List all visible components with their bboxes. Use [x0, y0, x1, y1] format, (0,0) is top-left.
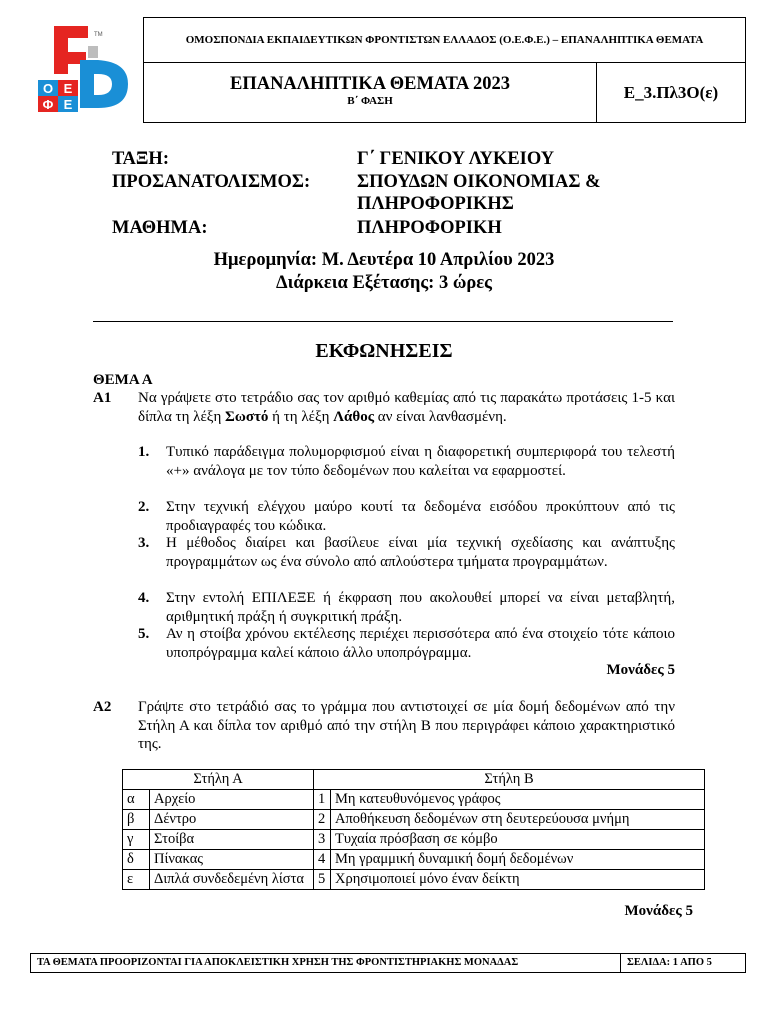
statement-text: Στην εντολή ΕΠΙΛΕΞΕ ή έκφραση που ακολουθεί μπορεί να είναι μεταβλητή, αριθμητική πράξη ή συγκριτική πράξη. [166, 590, 675, 625]
statement-item [138, 443, 675, 480]
info-label: ΠΡΟΣΑΝΑΤΟΛΙΣΜΟΣ: [112, 172, 311, 192]
footer-page-box [620, 953, 746, 973]
info-label: ΜΑΘΗΜΑ: [112, 218, 208, 238]
page-number: ΣΕΛΙΔΑ: 1 ΑΠΟ 5 [627, 957, 712, 968]
column-a-header: Στήλη Α [123, 770, 314, 790]
statement-item [138, 589, 675, 626]
footer-notice-box [30, 953, 621, 973]
federation-text: ΟΜΟΣΠΟΝΔΙΑ ΕΚΠΑΙΔΕΥΤΙΚΩΝ ΦΡΟΝΤΙΣΤΩΝ ΕΛΛΑΔΟΣ (Ο.Ε.Φ.Ε.) – ΕΠΑΝΑΛΗΠΤΙΚΑ ΘΕΜΑΤΑ [185, 34, 704, 46]
statement-number: 1. [138, 444, 150, 460]
theme-a-heading: ΘΕΜΑ Α [93, 372, 153, 388]
info-value: ΠΛΗΡΟΦΟΡΙΚΗ [357, 218, 502, 238]
statement-number: 4. [138, 590, 150, 606]
federation-box [143, 17, 746, 63]
row-letter: β [123, 810, 150, 830]
row-structure: Δέντρο [150, 810, 314, 830]
info-value: ΣΠΟΥΔΩΝ ΟΙΚΟΝΟΜΙΑΣ & ΠΛΗΡΟΦΟΡΙΚΗΣ [357, 172, 601, 214]
row-description: Τυχαία πρόσβαση σε κόμβο [331, 830, 705, 850]
row-number: 3 [314, 830, 331, 850]
row-structure: Πίνακας [150, 850, 314, 870]
table-row [123, 870, 705, 890]
table-row [123, 810, 705, 830]
info-value: Γ΄ ΓΕΝΙΚΟΥ ΛΥΚΕΙΟΥ [357, 149, 555, 169]
statement-item [138, 625, 675, 662]
exam-title: ΕΠΑΝΑΛΗΠΤΙΚΑ ΘΕΜΑΤΑ 2023 [229, 74, 510, 94]
logo-letter-3: Φ [42, 97, 54, 112]
statement-number: 3. [138, 535, 150, 551]
row-structure: Αρχείο [150, 790, 314, 810]
row-description: Αποθήκευση δεδομένων στη δευτερεύουσα μνήμη [331, 810, 705, 830]
statement-number: 5. [138, 626, 150, 642]
statement-text: Αν η στοίβα χρόνου εκτέλεσης περιέχει περισσότερα από ένα στοιχείο τότε κάποιο υποπρόγραμμα καλεί κάποιο άλλο υποπρόγραμμα. [166, 626, 675, 661]
logo-letter-1: Ο [42, 81, 54, 96]
logo-letter-2: Ε [63, 81, 73, 96]
exam-code: Ε_3.Πλ3Ο(ε) [623, 83, 719, 102]
marks-a2: Μονάδες 5 [624, 903, 693, 919]
row-letter: γ [123, 830, 150, 850]
statement-text: Στην τεχνική ελέγχου μαύρο κουτί τα δεδομένα εισόδου προκύπτουν από τις προδιαγραφές του κώδικα. [166, 499, 675, 534]
code-box [596, 62, 746, 123]
row-description: Μη γραμμική δυναμική δομή δεδομένων [331, 850, 705, 870]
question-a2-intro: Γράψτε στο τετράδιό σας το γράμμα που αντιστοιχεί σε μία δομή δεδομένων από την Στήλη Α και δίπλα τον αριθμό από την στήλη Β που περιγράφει κάποιο χαρακτηριστικό της. [138, 699, 675, 752]
marks-a1: Μονάδες 5 [606, 662, 675, 678]
exam-date: Ημερομηνία: Μ. Δευτέρα 10 Απριλίου 2023 [213, 250, 555, 270]
row-description: Μη κατευθυνόμενος γράφος [331, 790, 705, 810]
footer-notice: ΤΑ ΘΕΜΑΤΑ ΠΡΟΟΡΙΖΟΝΤΑΙ ΓΙΑ ΑΠΟΚΛΕΙΣΤΙΚΗ ΧΡΗΣΗ ΤΗΣ ΦΡΟΝΤΙΣΤΗΡΙΑΚΗΣ ΜΟΝΑΔΑΣ [37, 957, 519, 968]
row-structure: Διπλά συνδεδεμένη λίστα [150, 870, 314, 890]
question-a1-intro: Να γράψετε στο τετράδιο σας τον αριθμό καθεμίας από τις παρακάτω προτάσεις 1-5 και δίπλα τη λέξη Σωστό ή τη λέξη Λάθος αν είναι λανθασμένη. [138, 390, 675, 425]
exam-phase: Β΄ ΦΑΣΗ [347, 95, 393, 107]
table-header-row [123, 770, 705, 790]
row-number: 5 [314, 870, 331, 890]
info-label: ΤΑΞΗ: [112, 149, 169, 169]
statement-number: 2. [138, 499, 150, 515]
statement-text: Η μέθοδος διαίρει και βασίλευε είναι μία τεχνική σχεδίασης και ανάπτυξης προγραμμάτων ως ένα σύνολο από απλούστερα τμήματα προγραμμάτων. [166, 535, 675, 570]
matching-table [122, 769, 705, 890]
statement-text: Τυπικό παράδειγμα πολυμορφισμού είναι η διαφορετική συμπεριφορά του τελεστή «+» ανάλογα με τον τύπο δεδομένων που καλείται να εφαρμοστεί. [166, 444, 675, 479]
section-title: ΕΚΦΩΝΗΣΕΙΣ [315, 340, 453, 362]
question-a2-label: Α2 [93, 699, 112, 715]
row-structure: Στοίβα [150, 830, 314, 850]
exam-duration: Διάρκεια Εξέτασης: 3 ώρες [276, 273, 492, 293]
row-description: Χρησιμοποιεί μόνο έναν δείκτη [331, 870, 705, 890]
column-b-header: Στήλη Β [314, 770, 705, 790]
table-row [123, 830, 705, 850]
row-letter: α [123, 790, 150, 810]
row-letter: δ [123, 850, 150, 870]
row-number: 1 [314, 790, 331, 810]
logo-letter-4: Ε [63, 97, 73, 112]
statement-item [138, 498, 675, 535]
separator-line [93, 321, 673, 322]
table-row [123, 790, 705, 810]
title-box [143, 62, 597, 123]
logo-trademark: TM [94, 32, 103, 38]
row-number: 4 [314, 850, 331, 870]
table-row [123, 850, 705, 870]
question-a1-label: Α1 [93, 390, 112, 406]
oefe-logo [36, 20, 132, 112]
row-number: 2 [314, 810, 331, 830]
statement-item [138, 534, 675, 571]
row-letter: ε [123, 870, 150, 890]
